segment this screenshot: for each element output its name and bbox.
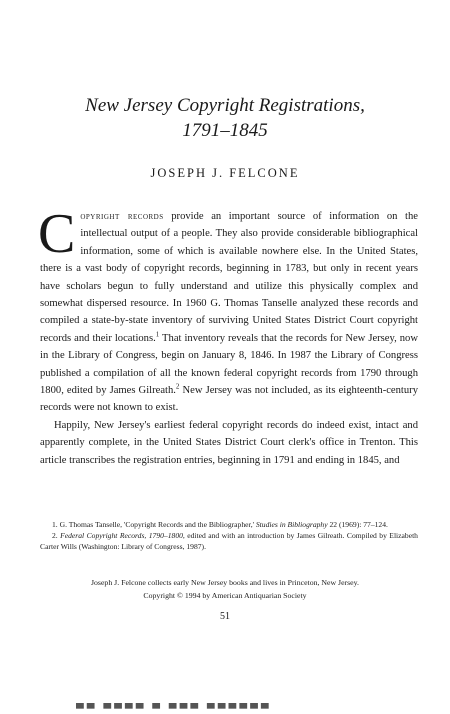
footnote-ref-1: 1 <box>155 330 160 339</box>
footnote-2-tail: , edited and with an introduction by James Gilreath. Compiled by Elizabeth Carter Wills (Washington: Library of Congress, 1987). <box>40 531 418 552</box>
opening-smallcaps: opyright records <box>80 211 164 222</box>
author-name: JOSEPH J. FELCONE <box>150 166 300 180</box>
paragraph-2: Happily, New Jersey's earliest federal copyright records do indeed exist, intact and apparently complete, in the United States District Court clerk's office in Trenton. This article transcribes the registration entries, beginning in 1791 and ending in 1845, and <box>40 419 418 466</box>
paragraph-1-text-c: New Jersey was not included, as its eighteenth-century records were not known to exist. <box>40 385 418 414</box>
article-title-line1: New Jersey Copyright Registrations, <box>85 95 365 116</box>
article-title-line2: 1791–1845 <box>182 120 268 141</box>
paragraph-1 <box>38 203 418 417</box>
footnote-1-tail: 22 (1969): 77–124. <box>327 520 388 529</box>
footnote-1 <box>40 519 418 530</box>
paragraph-1-text-b: That inventory reveals that the records for New Jersey, now in the Library of Congress, begin on January 8, 1846. In 1987 the Library of Congress published a compilation of all the known federal copyright records from 1790 through 1800, edited by James Gilreath. <box>40 332 418 397</box>
copyright-notice: Copyright © 1994 by American Antiquarian Society <box>143 591 307 600</box>
footnote-2 <box>40 530 418 552</box>
paragraph-1-text-a: provide an important source of information on the intellectual output of a people. They also provide considerable bibliographical information, some of which is available nowhere else. In the United States, there is a vast body of copyright records, beginning in 1783, but only in recent years have scholars begun to fully understand and utilize this physically complex and somewhat dispersed resource. In 1960 G. Thomas Tanselle analyzed these records and compiled a state-by-state inventory of surviving United States District Court copyright records and their locations. <box>40 211 418 344</box>
footnote-2-title: Federal Copyright Records, 1790–1800 <box>60 531 183 541</box>
article-title <box>0 93 450 143</box>
next-page-cut-text: ▀▀ ▀▀▀▀ ▀ ▀▀▀ ▀▀▀▀▀▀ <box>76 703 272 714</box>
author-affiliation: Joseph J. Felcone collects early New Jersey books and lives in Princeton, New Jersey. <box>91 578 359 587</box>
footnotes <box>40 519 418 553</box>
footnote-1-journal: Studies in Bibliography <box>255 520 328 529</box>
footnote-2-lead: 2. <box>52 531 61 541</box>
page-number: 51 <box>220 611 230 622</box>
footnote-1-lead: 1. G. Thomas Tanselle, 'Copyright Records and the Bibliographer,' <box>52 520 256 529</box>
drop-cap: C <box>38 203 76 265</box>
footnote-ref-2: 2 <box>175 382 180 391</box>
article-body <box>38 203 418 469</box>
